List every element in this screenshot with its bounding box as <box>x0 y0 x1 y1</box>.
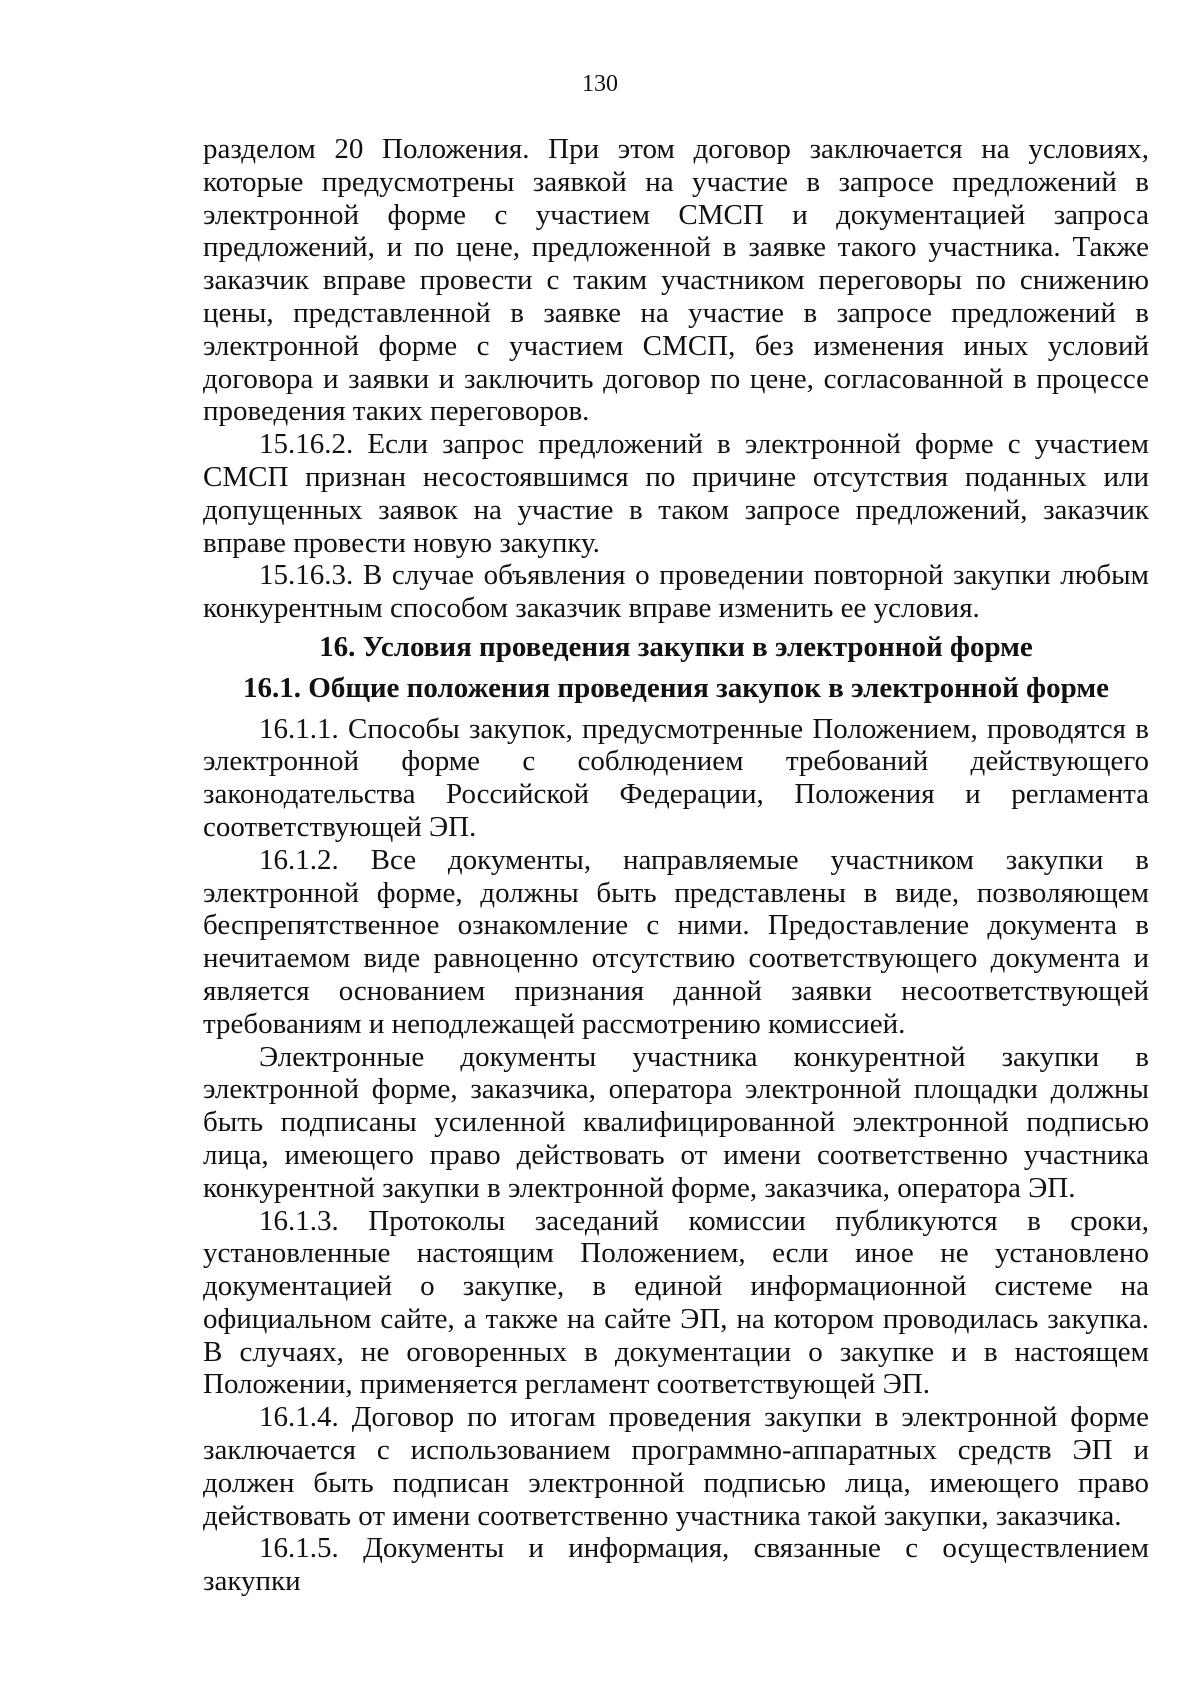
section-heading-16: 16. Условия проведения закупки в электронной форме <box>319 630 1033 663</box>
paragraph-16-1-2: 16.1.2. Все документы, направляемые участником закупки в электронной форме, должны быть представлены в виде, позволяющем беспрепятственное ознакомление с ними. Предоставление документа в нечитаемом виде равноценно отсутствию соответствующего документа и является основанием признания данной заявки несоответствующей требованиям и неподлежащей рассмотрению комиссией. <box>203 843 1149 1040</box>
paragraph-16-1-5: 16.1.5. Документы и информация, связанные с осуществлением закупки <box>203 1532 1149 1598</box>
paragraph-15-16-3: 15.16.3. В случае объявления о проведении повторной закупки любым конкурентным способом заказчик вправе изменить ее условия. <box>203 559 1149 625</box>
paragraph-continuation: разделом 20 Положения. При этом договор заключается на условиях, которые предусмотрены заявкой на участие в запросе предложений в электронной форме с участием СМСП и документацией запроса предложений, и по цене, предложенной в заявке такого участника. Также заказчик вправе провести с таким участником переговоры по снижению цены, представленной в заявке на участие в запросе предложений в электронной форме с участием СМСП, без изменения иных условий договора и заявки и заключить договор по цене, согласованной в процессе проведения таких переговоров. <box>203 133 1149 428</box>
page-number: 130 <box>582 71 618 97</box>
paragraph-16-1-3: 16.1.3. Протоколы заседаний комиссии публикуются в сроки, установленные настоящим Положением, если иное не установлено документацией о закупке, в единой информационной системе на официальном сайте, а также на сайте ЭП, на котором проводилась закупка. В случаях, не оговоренных в документации о закупке и в настоящем Положении, применяется регламент соответствующей ЭП. <box>203 1204 1149 1401</box>
subsection-heading-16-1: 16.1. Общие положения проведения закупок в электронной форме <box>243 671 1109 704</box>
paragraph-15-16-2: 15.16.2. Если запрос предложений в электронной форме с участием СМСП признан несостоявшимся по причине отсутствия поданных или допущенных заявок на участие в таком запросе предложений, заказчик вправе провести новую закупку. <box>203 428 1149 559</box>
paragraph-16-1-1: 16.1.1. Способы закупок, предусмотренные Положением, проводятся в электронной форме с соблюдением требований действующего законодательства Российской Федерации, Положения и регламента соответствующей ЭП. <box>203 712 1149 843</box>
page-content <box>203 133 1149 1598</box>
paragraph-electronic-documents: Электронные документы участника конкурентной закупки в электронной форме, заказчика, оператора электронной площадки должны быть подписаны усиленной квалифицированной электронной подписью лица, имеющего право действовать от имени соответственно участника конкурентной закупки в электронной форме, заказчика, оператора ЭП. <box>203 1040 1149 1204</box>
paragraph-16-1-4: 16.1.4. Договор по итогам проведения закупки в электронной форме заключается с использованием программно-аппаратных средств ЭП и должен быть подписан электронной подписью лица, имеющего право действовать от имени соответственно участника такой закупки, заказчика. <box>203 1401 1149 1532</box>
